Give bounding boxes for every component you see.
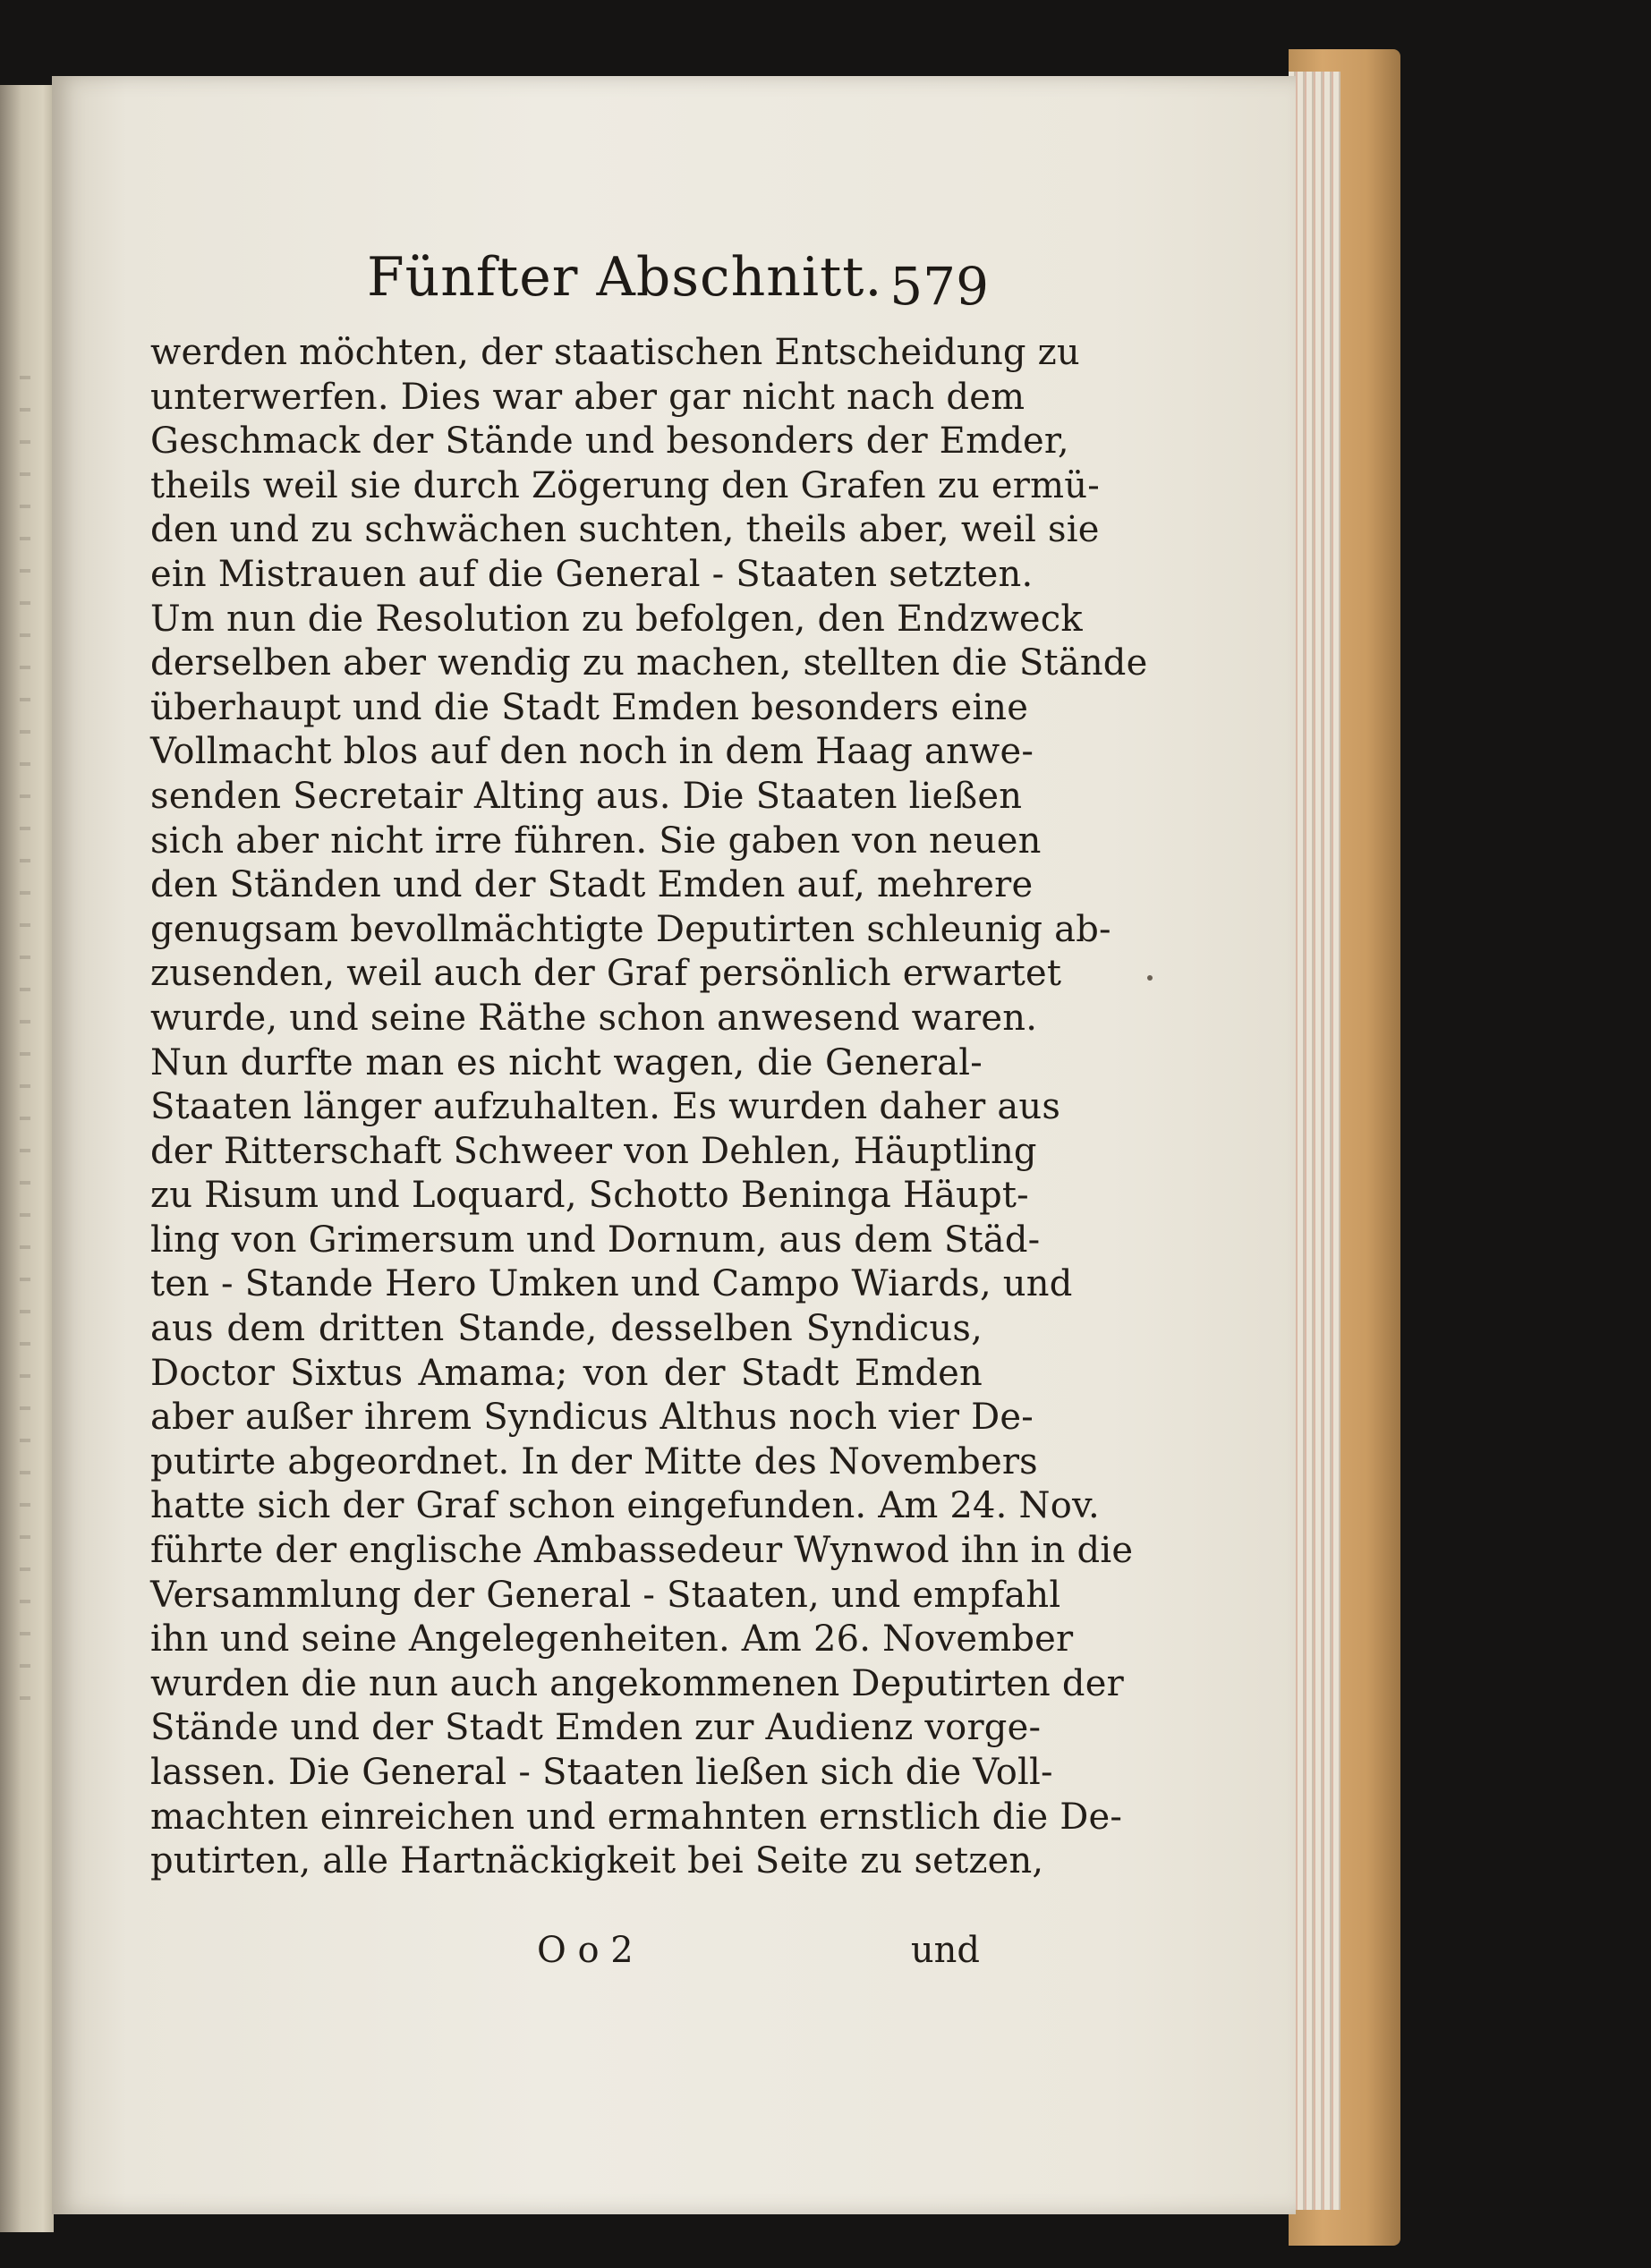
page-number: 579 <box>889 256 989 317</box>
text-line: zusenden, weil auch der Graf persönlich erwartet <box>150 953 1062 995</box>
text-line: ein Mistrauen auf die General - Staaten setzten. <box>150 553 1034 595</box>
text-line: Geschmack der Stände und besonders der Emder, <box>150 420 1069 463</box>
body-text <box>150 331 1148 1884</box>
text-line: Staaten länger aufzuhalten. Es wurden daher aus <box>150 1086 1061 1128</box>
text-line: ten - Stande Hero Umken und Campo Wiards, und <box>150 1263 1073 1305</box>
text-line: lassen. Die General - Staaten ließen sich die Voll- <box>150 1752 1053 1793</box>
text-line: Stände und der Stadt Emden zur Audienz vorge- <box>150 1707 1042 1749</box>
text-line: werden möchten, der staatischen Entscheidung zu <box>150 332 1080 373</box>
text-line: Doctor Sixtus Amama; von der Stadt Emden <box>150 1352 983 1394</box>
text-line: führte der englische Ambassedeur Wynwod ihn in die <box>150 1530 1134 1572</box>
text-line: aus dem dritten Stande, desselben Syndicus, <box>150 1308 983 1350</box>
text-line: putirten, alle Hartnäckigkeit bei Seite zu setzen, <box>150 1840 1044 1882</box>
text-line: wurden die nun auch angekommenen Deputirten der <box>150 1662 1124 1704</box>
text-line: putirte abgeordnet. In der Mitte des Novembers <box>150 1440 1038 1482</box>
catchword: und <box>910 1930 980 1971</box>
text-line: genugsam bevollmächtigte Deputirten schleunig ab- <box>150 908 1111 950</box>
text-line: ling von Grimersum und Dornum, aus dem Städ- <box>150 1219 1041 1261</box>
running-header: Fünfter Abschnitt. <box>367 246 883 309</box>
text-line: sich aber nicht irre führen. Sie gaben von neuen <box>150 820 1042 862</box>
facing-page-text-shadow <box>20 376 30 1718</box>
text-line: derselben aber wendig zu machen, stellten die Stände <box>150 642 1148 684</box>
text-line: überhaupt und die Stadt Emden besonders eine <box>150 686 1029 728</box>
page-stack-edges <box>1289 72 1340 2210</box>
text-line: theils weil sie durch Zögerung den Grafen zu ermü- <box>150 464 1100 506</box>
text-line: machten einreichen und ermahnten ernstlich die De- <box>150 1796 1123 1838</box>
text-line: Nun durfte man es nicht wagen, die General- <box>150 1041 983 1083</box>
text-line: wurde, und seine Räthe schon anwesend waren. <box>150 997 1038 1039</box>
text-line: Vollmacht blos auf den noch in dem Haag anwe- <box>150 731 1034 773</box>
text-line: unterwerfen. Dies war aber gar nicht nach dem <box>150 376 1025 418</box>
paper-speck <box>1147 975 1153 981</box>
text-line: Versammlung der General - Staaten, und empfahl <box>150 1574 1061 1616</box>
text-line: den und zu schwächen suchten, theils aber, weil sie <box>150 509 1100 551</box>
text-line: aber außer ihrem Syndicus Althus noch vier De- <box>150 1397 1034 1439</box>
text-line: zu Risum und Loquard, Schotto Beninga Häupt- <box>150 1175 1029 1217</box>
text-line: Um nun die Resolution zu befolgen, den Endzweck <box>150 598 1083 640</box>
text-line: der Ritterschaft Schweer von Dehlen, Häuptling <box>150 1130 1037 1172</box>
text-line: ihn und seine Angelegenheiten. Am 26. November <box>150 1618 1074 1661</box>
text-line: senden Secretair Alting aus. Die Staaten ließen <box>150 775 1023 817</box>
text-line: den Ständen und der Stadt Emden auf, mehrere <box>150 864 1034 906</box>
text-line: hatte sich der Graf schon eingefunden. Am 24. Nov. <box>150 1485 1100 1527</box>
signature-mark: O o 2 <box>537 1930 634 1971</box>
